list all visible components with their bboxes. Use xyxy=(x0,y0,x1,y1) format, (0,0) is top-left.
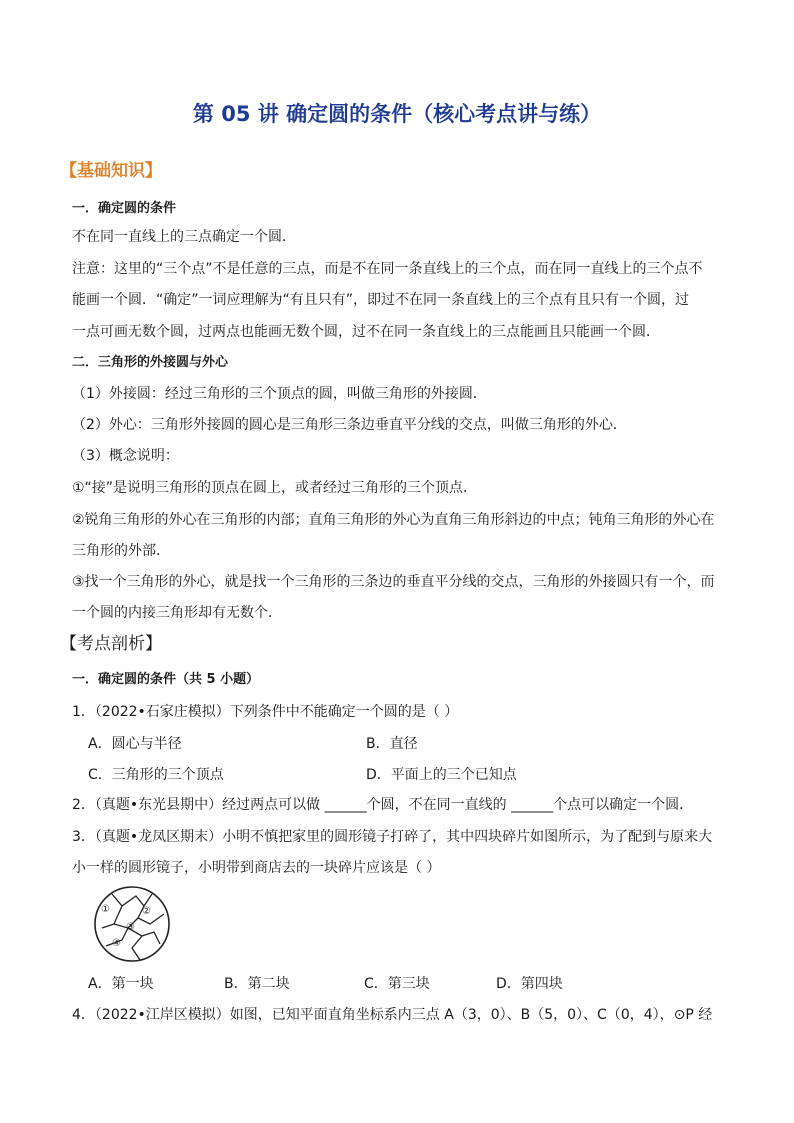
knowledge-note-line-3: 一点可画无数个圆，过两点也能画无数个圆，过不在同一条直线上的三点能画且只能画一个圆． xyxy=(72,324,660,340)
knowledge-item-3: （3）概念说明： xyxy=(72,448,179,464)
page-title: 第 05 讲 确定圆的条件（核心考点讲与练） xyxy=(192,102,602,126)
concept-note-1: ①“接”是说明三角形的顶点在圆上，或者经过三角形的三个顶点． xyxy=(72,480,478,496)
knowledge-note-line-2: 能画一个圆．“确定”一词应理解为“有且只有”，即过不在同一条直线上的三个点有且只有一个圆，过 xyxy=(72,292,690,308)
concept-note-3-line-2: 一个圆的内接三角形却有无数个． xyxy=(72,605,282,621)
knowledge-item-1: （1）外接圆：经过三角形的三个顶点的圆，叫做三角形的外接圆． xyxy=(72,386,487,402)
q3-option-c: C．第三块 xyxy=(364,976,430,992)
broken-mirror-figure xyxy=(92,884,172,964)
question-4: 4．（2022•江岸区模拟）如图，已知平面直角坐标系内三点 A（3，0）、B（5，0）、C（0，4），⊙P 经 xyxy=(72,1007,713,1023)
question-3-line-2: 小一样的圆形镜子，小明带到商店去的一块碎片应该是（ ） xyxy=(72,860,441,876)
concept-note-2-line-1: ②锐角三角形的外心在三角形的内部；直角三角形的外心为直角三角形斜边的中点；钝角三角形的外心在 xyxy=(72,512,715,528)
fragment-label-1: ① xyxy=(101,904,110,915)
fragment-label-2: ② xyxy=(142,906,151,917)
q3-option-a: A．第一块 xyxy=(88,976,154,992)
knowledge-item-2: （2）外心：三角形外接圆的圆心是三角形三条边垂直平分线的交点，叫做三角形的外心． xyxy=(72,417,627,433)
knowledge-heading-1: 一．确定圆的条件 xyxy=(72,201,177,216)
fragment-label-4: ④ xyxy=(112,938,121,949)
q1-option-c: C．三角形的三个顶点 xyxy=(88,767,224,783)
question-1: 1．（2022•石家庄模拟）下列条件中不能确定一个圆的是（ ） xyxy=(72,704,459,720)
q1-option-a: A．圆心与半径 xyxy=(88,736,182,752)
q1-option-d: D．平面上的三个已知点 xyxy=(366,767,517,783)
knowledge-heading-2: 二．三角形的外接圆与外心 xyxy=(72,355,229,370)
q3-option-b: B．第二块 xyxy=(224,976,290,992)
concept-note-2-line-2: 三角形的外部． xyxy=(72,543,170,559)
concept-note-3-line-1: ③找一个三角形的外心，就是找一个三角形的三条边的垂直平分线的交点，三角形的外接圆只有一个，而 xyxy=(72,574,715,590)
q3-option-d: D．第四块 xyxy=(496,976,563,992)
question-2: 2．（真题•东光县期中）经过两点可以做 ______个圆，不在同一直线的 ______个点可以确定一个圆． xyxy=(72,797,694,813)
q1-option-b: B．直径 xyxy=(366,736,418,752)
exercise-heading-1: 一．确定圆的条件（共 5 小题） xyxy=(72,672,260,687)
analysis-header: 【考点剖析】 xyxy=(60,634,162,654)
fragment-label-3: ③ xyxy=(126,922,135,933)
knowledge-paragraph: 不在同一直线上的三点确定一个圆． xyxy=(72,229,296,245)
basic-knowledge-header: 【基础知识】 xyxy=(60,161,162,181)
knowledge-note-line-1: 注意：这里的“三个点”不是任意的三点，而是不在同一条直线上的三个点，而在同一直线上的三个点不 xyxy=(72,261,703,277)
question-3-line-1: 3．（真题•龙凤区期末）小明不慎把家里的圆形镜子打碎了，其中四块碎片如图所示，为了配到与原来大 xyxy=(72,829,713,845)
